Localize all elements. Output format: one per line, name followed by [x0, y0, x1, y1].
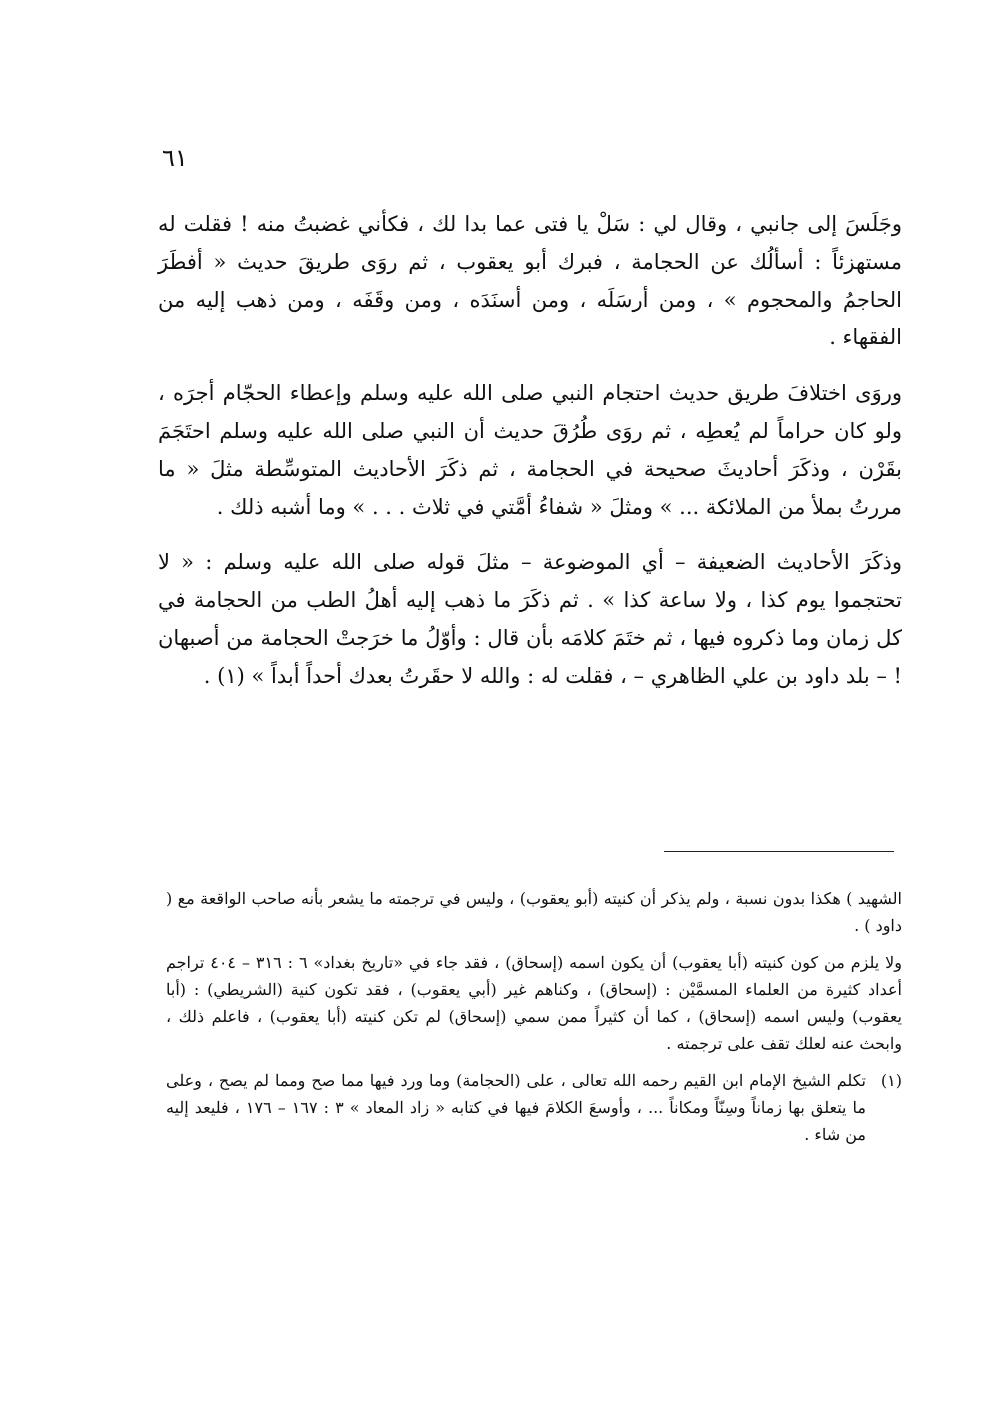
footnote-continuation: الشهيد ) هكذا بدون نسبة ، ولم يذكر أن كنيته (أبو يعقوب) ، وليس في ترجمته ما يشعر بأنه صاحب الواقعة مع ( داود ) .: [166, 889, 902, 935]
page-number: ٦١: [162, 144, 188, 172]
footnote-marker: (١): [880, 1071, 902, 1090]
paragraph: وجَلَسَ إلى جانبي ، وقال لي : سَلْ يا فتى عما بدا لك ، فكأني غضبتُ منه ! فقلت له مستهزئاً : أسألُك عن الحجامة ، فبرك أبو يعقوب ، ثم روَى طريقَ حديث « أفطَرَ الحاجمُ والمحجوم » ، ومن أرسَلَه ، ومن أسنَدَه ، ومن وقَفَه ، ومن ذهب إليه من الفقهاء .: [158, 212, 902, 350]
footnote-1: [166, 1067, 902, 1148]
main-text: [158, 206, 902, 696]
footnote-text: تكلم الشيخ الإمام ابن القيم رحمه الله تعالى ، على (الحجامة) وما ورد فيها مما صح ومما لم يصح ، وعلى ما يتعلق بها زماناً وسِنّاً ومكاناً ... ، وأوسعَ الكلامَ فيها في كتابه « زاد المعاد » ٣ : ١٦٧ – ١٧٦ ، فليعد إليه من شاء .: [166, 1071, 866, 1144]
footnote-separator: [664, 851, 894, 852]
footnote-continuation: ولا يلزم من كون كنيته (أبا يعقوب) أن يكون اسمه (إسحاق) ، فقد جاء في «تاريخ بغداد» ٦ : ٣١٦ – ٤٠٤ تراجم أعداد كثيرة من العلماء المسمَّيْن : (إسحاق) ، وكناهم غير (أبي يعقوب) ، فقد تكون كنية (الشريطي) : (أبا يعقوب) وليس اسمه (إسحاق) ، كما أن كثيراً ممن سمي (إسحاق) لم تكن كنيته (أبا يعقوب) ، فاعلم ذلك ، وابحث عنه لعلك تقف على ترجمته .: [166, 953, 903, 1053]
paragraph: وروَى اختلافَ طريق حديث احتجام النبي صلى الله عليه وسلم وإعطاء الحجّام أجرَه ، ولو كان حراماً لم يُعطِه ، ثم روَى طُرُقَ حديث أن النبي صلى الله عليه وسلم احتَجَمَ بقَرْن ، وذكَرَ أحاديثَ صحيحة في الحجامة ، ثم ذكَرَ الأحاديث المتوسِّطة مثلَ « ما مررتُ بملأ من الملائكة ... » ومثلَ « شفاءُ أمَّتي في ثلاث . . . » وما أشبه ذلك .: [158, 381, 902, 519]
footnotes: [166, 885, 902, 1148]
paragraph: وذكَرَ الأحاديث الضعيفة – أي الموضوعة – مثلَ قوله صلى الله عليه وسلم : « لا تحتجموا يوم كذا ، ولا ساعة كذا » . ثم ذكَرَ ما ذهب إليه أهلُ الطب من الحجامة في كل زمان وما ذكروه فيها ، ثم ختَمَ كلامَه بأن قال : وأوّلُ ما خرَجتْ الحجامة من أصبهان ! – بلد داود بن علي الظاهري – ، فقلت له : والله لا حقَرتُ بعدك أحداً أبداً » (١) .: [158, 550, 902, 688]
